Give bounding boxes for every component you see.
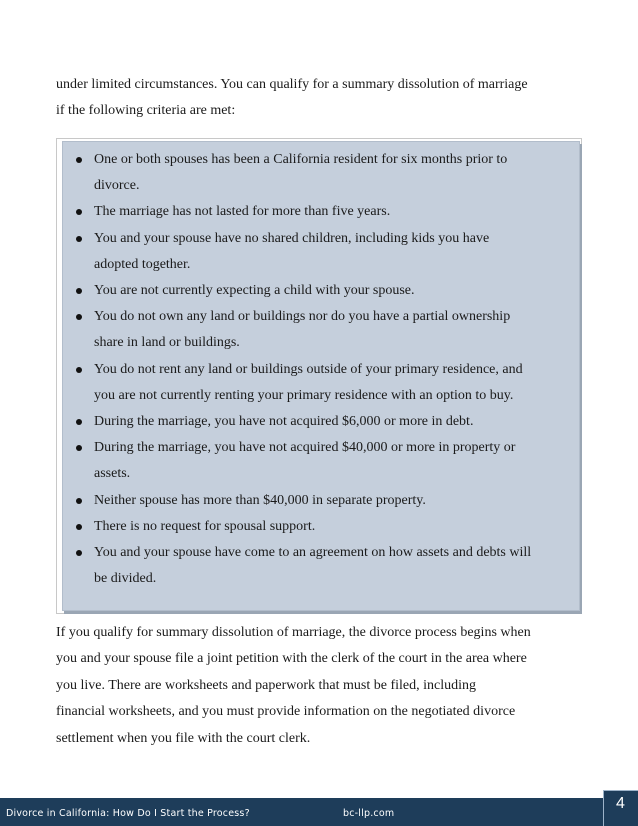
list-item-line: You and your spouse have no shared children, including kids you have — [94, 230, 490, 246]
body-paragraph — [56, 620, 586, 752]
list-item — [74, 409, 586, 435]
intro-line: if the following criteria are met: — [56, 103, 236, 118]
footer-document-title: Divorce in California: How Do I Start the Process? — [6, 808, 250, 819]
list-item-line: During the marriage, you have not acquired $6,000 or more in debt. — [94, 414, 474, 430]
criteria-list — [74, 147, 586, 592]
list-item — [74, 226, 586, 278]
list-item — [74, 278, 586, 304]
body-line: financial worksheets, and you must provide information on the negotiated divorce — [56, 704, 516, 720]
bullet-icon — [76, 314, 82, 320]
footer-website: bc-llp.com — [343, 808, 395, 819]
list-item-line: You do not rent any land or buildings outside of your primary residence, and — [94, 361, 523, 377]
list-item-line: You and your spouse have come to an agreement on how assets and debts will — [94, 545, 532, 561]
bullet-icon — [76, 419, 82, 425]
list-item — [74, 357, 586, 409]
intro-paragraph — [56, 72, 586, 124]
body-line: you and your spouse file a joint petition with the clerk of the court in the area where — [56, 651, 527, 667]
bullet-icon — [76, 498, 82, 504]
bullet-icon — [76, 367, 82, 373]
list-item-line: share in land or buildings. — [94, 335, 240, 351]
list-item-line: adopted together. — [94, 256, 191, 272]
list-item — [74, 304, 586, 356]
list-item-line: During the marriage, you have not acquired $40,000 or more in property or — [94, 440, 516, 456]
list-item — [74, 488, 586, 514]
bullet-icon — [76, 236, 82, 242]
list-item-line: The marriage has not lasted for more than five years. — [94, 204, 391, 220]
list-item-line: Neither spouse has more than $40,000 in separate property. — [94, 492, 426, 508]
body-line: If you qualify for summary dissolution of marriage, the divorce process begins when — [56, 625, 531, 640]
list-item — [74, 540, 586, 592]
bullet-icon — [76, 550, 82, 556]
list-item-line: There is no request for spousal support. — [94, 518, 316, 534]
intro-line: under limited circumstances. You can qualify for a summary dissolution of marriage — [56, 77, 528, 92]
bullet-icon — [76, 209, 82, 215]
list-item-line: One or both spouses has been a California resident for six months prior to — [94, 152, 508, 167]
list-item-line: you are not currently renting your primary residence with an option to buy. — [94, 387, 514, 403]
bullet-icon — [76, 288, 82, 294]
list-item-line: be divided. — [94, 571, 157, 587]
list-item — [74, 514, 586, 540]
body-line: you live. There are worksheets and paperwork that must be filed, including — [56, 677, 477, 693]
page-number: 4 — [616, 795, 625, 812]
list-item — [74, 147, 586, 199]
list-item-line: divorce. — [94, 178, 140, 194]
list-item — [74, 435, 586, 487]
list-item-line: You do not own any land or buildings nor do you have a partial ownership — [94, 309, 511, 325]
bullet-icon — [76, 524, 82, 530]
list-item — [74, 199, 586, 225]
bullet-icon — [76, 445, 82, 451]
body-line: settlement when you file with the court clerk. — [56, 730, 311, 746]
bullet-icon — [76, 157, 82, 163]
list-item-line: assets. — [94, 466, 131, 482]
list-item-line: You are not currently expecting a child with your spouse. — [94, 283, 415, 299]
